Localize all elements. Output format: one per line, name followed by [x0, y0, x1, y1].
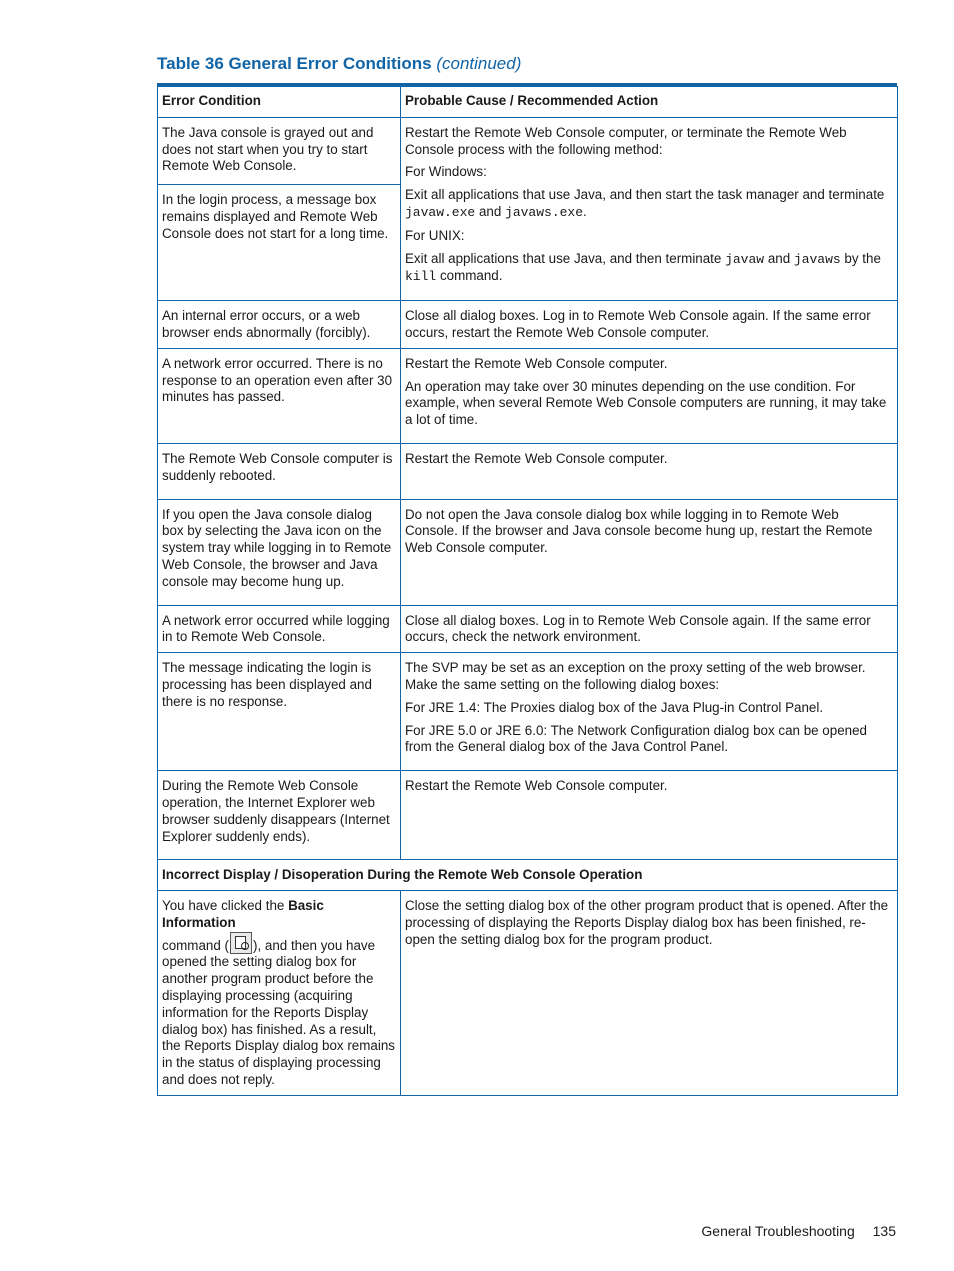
- action-text: For Windows:: [405, 164, 487, 180]
- action-text: For UNIX:: [405, 227, 465, 243]
- code-kill: kill: [405, 269, 437, 285]
- table-row: [158, 771, 898, 860]
- header-probable-cause: Probable Cause / Recommended Action: [401, 87, 898, 118]
- action-cell: Restart the Remote Web Console computer.: [401, 771, 898, 860]
- table-header-row: [158, 87, 898, 118]
- page-footer: [701, 1223, 896, 1239]
- table-row: [158, 499, 898, 605]
- condition-cell: During the Remote Web Console operation, the Internet Explorer web browser suddenly disappears (Internet Explorer suddenly ends).: [158, 771, 401, 860]
- table-row: [158, 653, 898, 771]
- table-row: [158, 443, 898, 499]
- condition-cell: [158, 117, 401, 184]
- error-conditions-table: [157, 86, 898, 1096]
- condition-text: The Java console is grayed out and does not start when you try to start Remote Web Console.: [162, 124, 374, 174]
- condition-cell: The message indicating the login is processing has been displayed and there is no response.: [158, 653, 401, 771]
- action-cell: [401, 117, 898, 300]
- table-title: Table 36 General Error Conditions: [157, 54, 432, 73]
- action-text: Exit all applications that use Java, and then start the task manager and terminate javaw.exe and javaws.exe.: [405, 187, 885, 220]
- action-text: An operation may take over 30 minutes depending on the use condition. For example, when several Remote Web Console computers are running, it may take a lot of time.: [405, 378, 887, 428]
- table-row: [158, 891, 898, 1096]
- condition-cell: The Remote Web Console computer is suddenly rebooted.: [158, 443, 401, 499]
- condition-cell: A network error occurred while logging in to Remote Web Console.: [158, 605, 401, 653]
- action-cell: Close all dialog boxes. Log in to Remote Web Console again. If the same error occurs, restart the Remote Web Console computer.: [401, 301, 898, 349]
- section-heading-row: [158, 860, 898, 891]
- page-number: 135: [872, 1223, 896, 1239]
- header-error-condition: Error Condition: [158, 87, 401, 118]
- condition-cell: A network error occurred. There is no response to an operation even after 30 minutes has passed.: [158, 348, 401, 443]
- action-cell: Do not open the Java console dialog box while logging in to Remote Web Console. If the browser and Java console become hung up, restart the Remote Web Console computer.: [401, 499, 898, 605]
- code-javaw: javaw: [725, 251, 765, 267]
- table-row: [158, 301, 898, 349]
- table-caption: [157, 54, 521, 74]
- condition-cell: An internal error occurs, or a web browser ends abnormally (forcibly).: [158, 301, 401, 349]
- action-text: Exit all applications that use Java, and then terminate javaw and javaws by the kill command.: [405, 250, 881, 285]
- condition-cell: You have clicked the Basic Information command ( ), and then you have opened the setting dialog box for another program product before the displaying processing (acquiring information for the Reports Display dialog box) has finished. As a result, the Reports Display dialog box remains in the status of displaying processing and does not reply.: [158, 891, 401, 1096]
- action-text: For JRE 1.4: The Proxies dialog box of the Java Plug-in Control Panel.: [405, 699, 824, 715]
- action-text: The SVP may be set as an exception on the proxy setting of the web browser. Make the same setting on the following dialog boxes:: [405, 660, 866, 692]
- action-text: Restart the Remote Web Console computer.: [405, 355, 668, 371]
- condition-cell: [158, 185, 401, 301]
- section-heading: Incorrect Display / Disoperation During the Remote Web Console Operation: [158, 860, 898, 891]
- code-javaw-exe: javaw.exe: [405, 204, 476, 220]
- continued-label: (continued): [436, 54, 522, 73]
- condition-cell: If you open the Java console dialog box by selecting the Java icon on the system tray while logging in to Remote Web Console, the browser and Java console may become hung up.: [158, 499, 401, 605]
- table-row: [158, 348, 898, 443]
- action-text: Restart the Remote Web Console computer, or terminate the Remote Web Console process with the following method:: [405, 124, 847, 157]
- action-cell: Close the setting dialog box of the other program product that is opened. After the processing of displaying the Reports Display dialog box has been finished, re-open the setting dialog box for the program product.: [401, 891, 898, 1096]
- action-text: For JRE 5.0 or JRE 6.0: The Network Configuration dialog box can be opened from the General dialog box of the Java Control Panel.: [405, 722, 867, 755]
- action-cell: Restart the Remote Web Console computer.: [401, 443, 898, 499]
- action-cell: [401, 653, 898, 771]
- condition-text: In the login process, a message box remains displayed and Remote Web Console does not start for a long time.: [162, 192, 389, 241]
- footer-section: General Troubleshooting: [701, 1223, 855, 1239]
- action-cell: Close all dialog boxes. Log in to Remote Web Console again. If the same error occurs, check the network environment.: [401, 605, 898, 653]
- basic-information-label: Basic Information: [162, 898, 324, 930]
- table-row: [158, 605, 898, 653]
- code-javaws: javaws: [793, 251, 841, 267]
- reports-display-icon: [230, 932, 252, 954]
- table-row: [158, 117, 898, 184]
- code-javaws-exe: javaws.exe: [505, 204, 584, 220]
- action-cell: [401, 348, 898, 443]
